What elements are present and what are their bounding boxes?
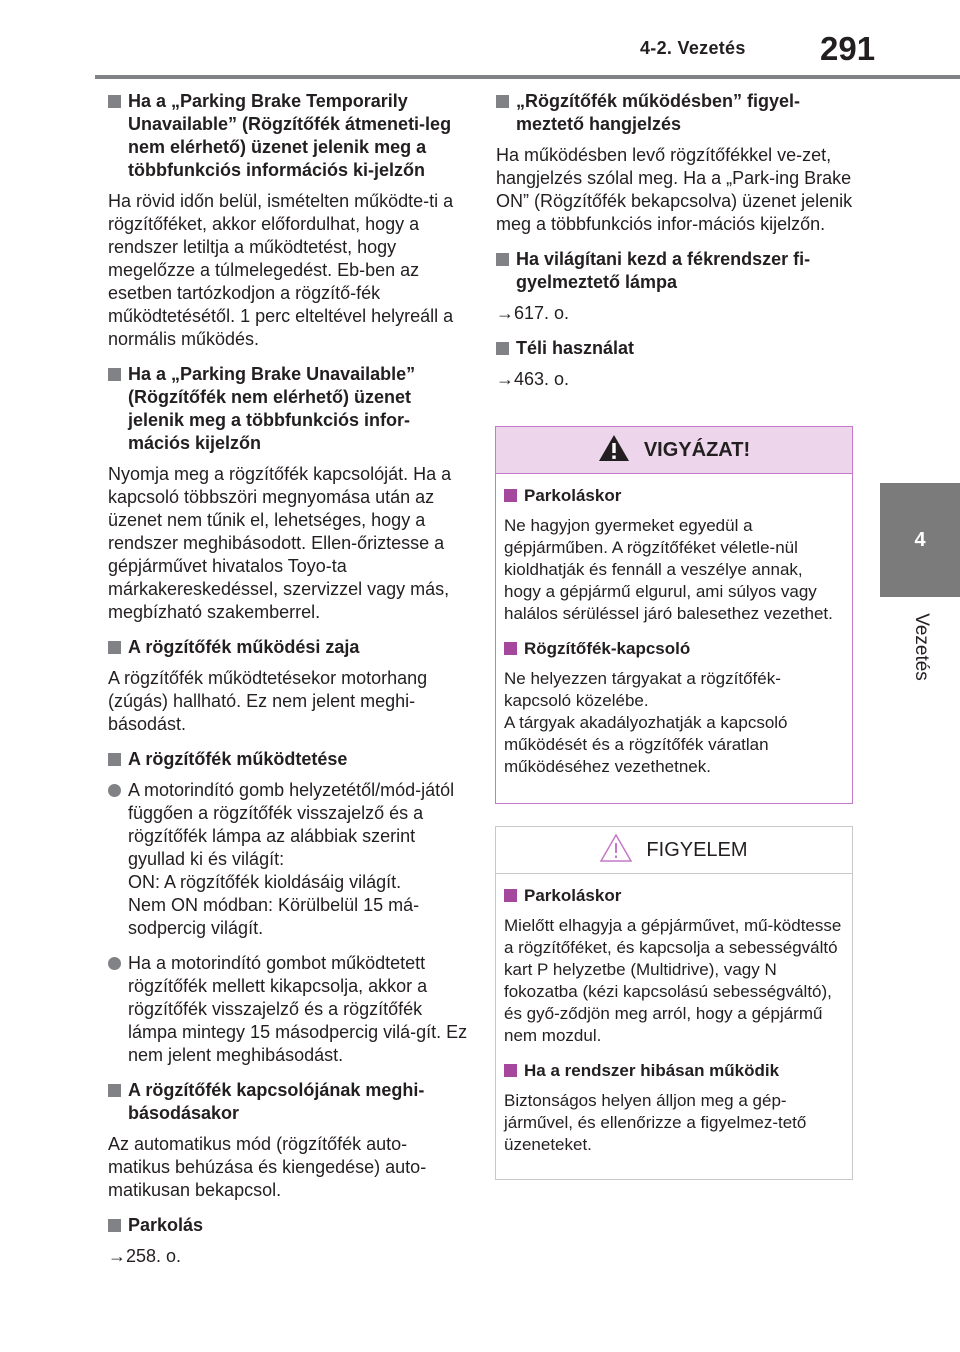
notice-heading-malfunction <box>504 1059 844 1082</box>
paragraph: Ha működésben levő rögzítőfékkel ve-zet, hangjelzés szólal meg. Ha a „Park-ing Brake ON” (Rögzítőfék bekapcsolva) üzenet jelenik meg a többfunkciós infor-mációs kijelzőn. <box>496 145 853 234</box>
heading-text: Parkolás <box>128 1215 204 1235</box>
heading-switch-malfunction <box>108 1079 468 1125</box>
paragraph: Nyomja meg a rögzítőfék kapcsolóját. Ha a kapcsoló többszöri megnyomása után az üzenet nem tűnik el, lehetséges, hogy a rendszer meghibásodott. Ellen-őriztesse a gépjárművet hivatalos Toyo-ta márkakereskedéssel, szervizzel vagy más, megbízható szakemberrel. <box>108 464 452 622</box>
paragraph: Ha rövid időn belül, ismételten működte-ti a rögzítőféket, akkor előfordulhat, hogy a rendszer letiltja a működtetést, hogy megelőzze a túlmelegedést. Eb-ben az esetben tartózkodjon a rögzítő-fék működtetésétől. 1 perc elteltével helyreáll a normális működés. <box>108 191 454 349</box>
heading-text: Ha a „Parking Brake Temporarily Unavailable” (Rögzítőfék átmeneti-leg nem elérhető) üzenet jelenik meg a többfunkciós információs ki-jelzőn <box>128 91 452 180</box>
warning-triangle-icon <box>598 433 630 468</box>
page-number: 291 <box>820 30 876 67</box>
heading-operation <box>108 748 468 771</box>
notice-triangle-icon <box>600 833 632 868</box>
notice-box <box>495 826 853 1180</box>
warning-box-title: VIGYÁZAT! <box>643 438 751 461</box>
heading-text: A rögzítőfék kapcsolójának meghi-básodásakor <box>128 1080 425 1123</box>
square-bullet-icon <box>108 1219 121 1232</box>
round-bullet-icon <box>108 957 121 970</box>
heading-text: A rögzítőfék működtetése <box>128 749 348 769</box>
heading-brake-warning-light <box>496 248 856 294</box>
notice-box-body <box>496 874 852 1156</box>
heading-text: Ha a „Parking Brake Unavailable” (Rögzítőfék nem elérhető) üzenet jelenik meg a többfunkciós infor-mációs kijelzőn <box>128 364 416 453</box>
square-bullet-icon <box>108 753 121 766</box>
square-bullet-icon <box>108 95 121 108</box>
left-column <box>108 90 468 1280</box>
chapter-tab: 4 <box>880 483 960 597</box>
warning-box-header <box>496 427 852 474</box>
warning-paragraph: Ne helyezzen tárgyakat a rögzítőfék-kapcsoló közelébe. A tárgyak akadályozhatják a kapcsoló működését és a rögzítőfék váratlan működéséhez vezethetnek. <box>504 669 788 776</box>
chapter-label-text: Vezetés <box>910 613 932 681</box>
notice-box-header <box>496 827 852 874</box>
square-bullet-icon <box>504 889 517 902</box>
bullet-text: A motorindító gomb helyzetétől/mód-jától függően a rögzítőfék visszajelző és a rögzítőfék lámpa az alábbiak szerint gyullad ki és világít: ON: A rögzítőfék kioldásáig világít. Nem ON módban: Körülbelül 15 má-sodpercig világít. <box>128 780 455 938</box>
heading-text: A rögzítőfék működési zaja <box>128 637 360 657</box>
heading-text: Parkoláskor <box>524 486 622 505</box>
chapter-tab-label <box>893 597 948 697</box>
square-bullet-icon <box>496 253 509 266</box>
paragraph: A rögzítőfék működtetésekor motorhang (zúgás) hallható. Ez nem jelent meghi-básodást. <box>108 668 428 734</box>
paragraph: Az automatikus mód (rögzítőfék auto-matikus behúzása és kiengedése) auto-matikusan bekapcsol. <box>108 1134 427 1200</box>
right-column <box>496 90 856 403</box>
page-reference: →463. o. <box>496 369 570 389</box>
heading-text: Ha világítani kezd a fékrendszer fi-gyelmeztető lámpa <box>516 249 811 292</box>
heading-temporarily-unavailable <box>108 90 468 182</box>
square-bullet-icon <box>108 641 121 654</box>
square-bullet-icon <box>504 1064 517 1077</box>
header-section-title: 4-2. Vezetés <box>640 38 746 58</box>
square-bullet-icon <box>108 368 121 381</box>
heading-noise <box>108 636 468 659</box>
square-bullet-icon <box>504 489 517 502</box>
heading-parking <box>108 1214 468 1237</box>
header-rule <box>95 75 960 79</box>
heading-warning-buzzer <box>496 90 856 136</box>
page-reference: →617. o. <box>496 303 570 323</box>
notice-box-title: FIGYELEM <box>646 838 748 861</box>
notice-paragraph: Biztonságos helyen álljon meg a gép-járművel, és ellenőrizze a figyelmez-tető üzeneteket. <box>504 1091 807 1154</box>
square-bullet-icon <box>496 95 509 108</box>
warning-heading-switch <box>504 637 844 660</box>
heading-text: Parkoláskor <box>524 886 622 905</box>
notice-heading-parking <box>504 884 844 907</box>
round-bullet-icon <box>108 784 121 797</box>
warning-paragraph: Ne hagyjon gyermeket egyedül a gépjárműben. A rögzítőféket véletle-nül kioldhatják és fennáll a veszélye annak, hogy a gépjármű elgurul, ami súlyos vagy halálos sérüléssel járó balesethez vezethet. <box>504 516 833 623</box>
heading-text: „Rögzítőfék működésben” figyel-meztető hangjelzés <box>516 91 801 134</box>
square-bullet-icon <box>496 342 509 355</box>
warning-heading-parking <box>504 484 844 507</box>
square-bullet-icon <box>108 1084 121 1097</box>
heading-text: Rögzítőfék-kapcsoló <box>524 639 691 658</box>
bullet-item <box>108 952 468 1067</box>
warning-box-body <box>496 474 852 778</box>
bullet-item <box>108 779 468 940</box>
heading-winter-use <box>496 337 856 360</box>
heading-text: Téli használat <box>516 338 635 358</box>
warning-box <box>495 426 853 804</box>
bullet-text: Ha a motorindító gombot működtetett rögzítőfék mellett kikapcsolja, akkor a rögzítőfék visszajelző és a rögzítőfék lámpa mintegy 15 másodpercig vilá-gít. Ez nem jelent meghibásodást. <box>128 953 468 1065</box>
page-reference: →258. o. <box>108 1246 182 1266</box>
heading-unavailable <box>108 363 468 455</box>
notice-paragraph: Mielőtt elhagyja a gépjárművet, mű-ködtesse a rögzítőféket, és kapcsolja a sebességváltó kart P helyzetbe (Multidrive), vagy N fokozatba (kézi kapcsolású sebességváltó), és győ-ződjön meg arról, hogy a gépjármű nem mozdul. <box>504 916 842 1045</box>
square-bullet-icon <box>504 642 517 655</box>
heading-text: Ha a rendszer hibásan működik <box>524 1061 780 1080</box>
